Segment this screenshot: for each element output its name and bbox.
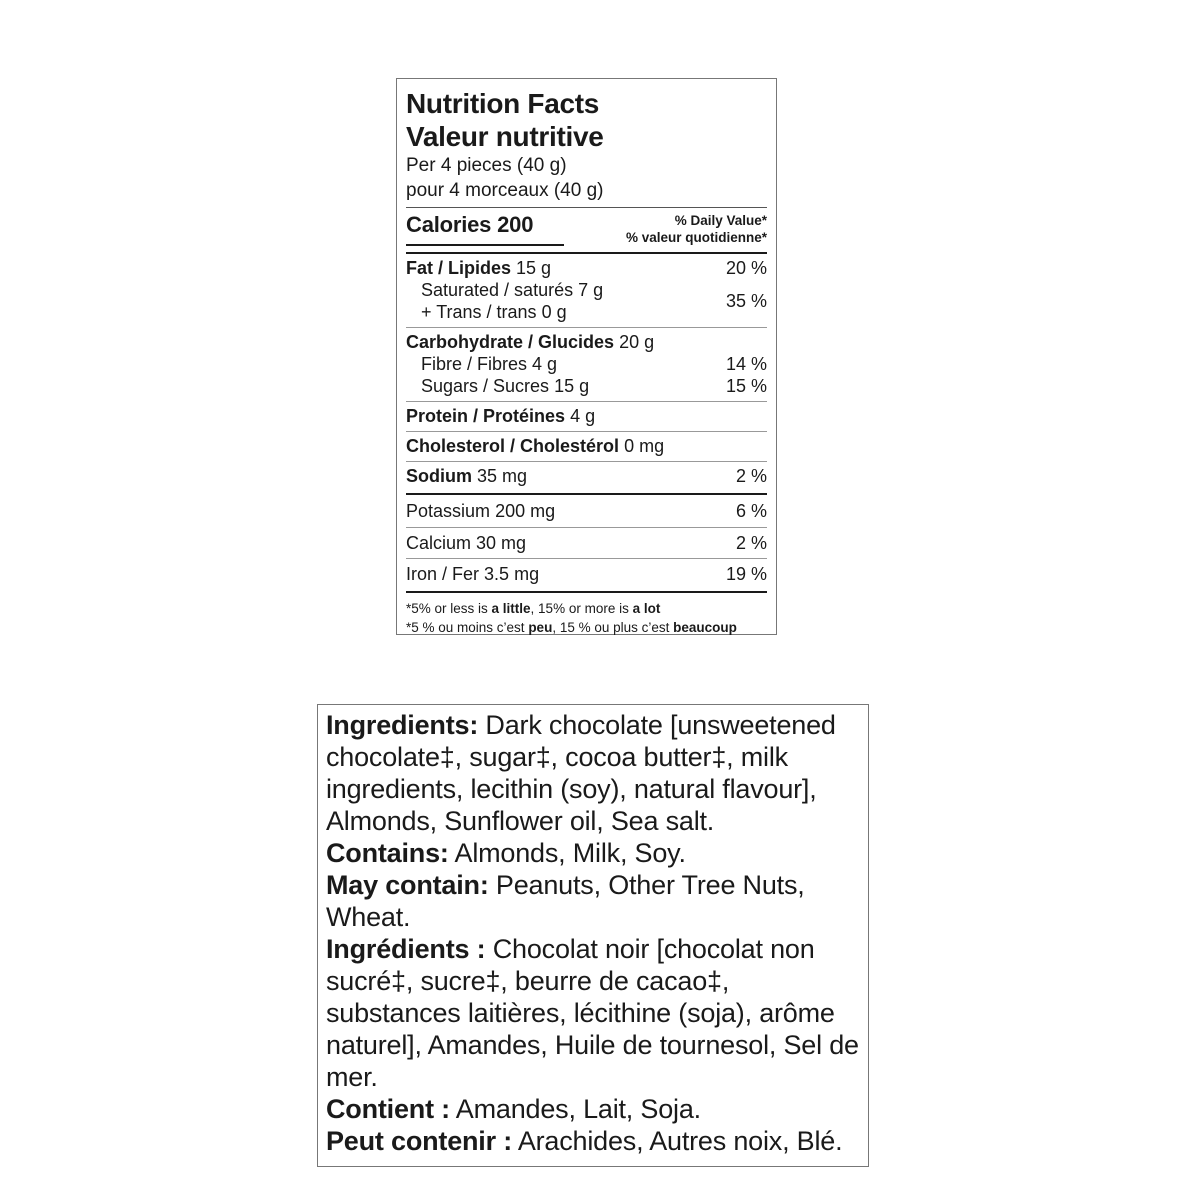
calories-underline: [406, 244, 564, 246]
ingredients-en: [326, 709, 862, 837]
protein-label: Protein / Protéines: [406, 406, 566, 426]
fibre-label: Fibre / Fibres: [421, 354, 528, 374]
calories: [406, 212, 533, 238]
trans-row: [421, 301, 603, 323]
saturated-trans-dv: 35 %: [725, 290, 767, 311]
potassium-label: Potassium: [406, 501, 491, 521]
footnote-fr-little: peu: [528, 620, 553, 635]
potassium-amount: 200 mg: [495, 501, 556, 521]
ingredients-fr: [326, 933, 862, 1093]
fat-dv: 20 %: [725, 258, 767, 278]
cholesterol-amount: 0 mg: [624, 436, 665, 456]
saturated-amount: 7 g: [578, 280, 604, 300]
daily-value-footnote: [406, 591, 767, 637]
potassium-section: [406, 493, 767, 527]
sugars-label: Sugars / Sucres: [421, 376, 550, 396]
may-contain-fr-text: Arachides, Autres noix, Blé.: [512, 1126, 843, 1156]
iron-amount: 3.5 mg: [484, 564, 540, 584]
iron-label: Iron / Fer: [406, 564, 480, 584]
may-contain-fr-label: Peut contenir :: [326, 1126, 513, 1156]
saturated-row: [421, 279, 603, 301]
iron-row: [406, 563, 767, 585]
carbohydrate-label: Carbohydrate / Glucides: [406, 332, 615, 352]
ingredients-fr-label: Ingrédients :: [326, 934, 486, 964]
sodium-label: Sodium: [406, 466, 472, 486]
ingredients-en-label: Ingredients:: [326, 710, 479, 740]
footnote-en-mid: , 15% or more is: [530, 601, 633, 616]
cholesterol-section: [406, 431, 767, 461]
contains-fr-text: Amandes, Lait, Soja.: [449, 1094, 701, 1124]
ingredients-en-text: Dark chocolate [unsweetened chocolate‡, sugar‡, cocoa butter‡, milk ingredients, lecithin (soy), natural flavour], Almonds, Sunflower oil, Sea salt.: [326, 710, 836, 836]
may-contain-fr: [326, 1125, 862, 1157]
serving-size-fr: pour 4 morceaux (40 g): [406, 180, 604, 201]
may-contain-en: [326, 869, 862, 933]
may-contain-en-label: May contain:: [326, 870, 489, 900]
calcium-row: [406, 532, 767, 554]
contains-fr: [326, 1093, 862, 1125]
footnote-en: [406, 599, 767, 618]
carbohydrate-amount: 20 g: [619, 332, 655, 352]
nutrition-title-en: Nutrition Facts: [406, 88, 600, 119]
calcium-dv: 2 %: [735, 533, 767, 553]
nutrition-facts-table: [396, 78, 777, 635]
footnote-en-lot: a lot: [632, 601, 661, 616]
contains-en-text: Almonds, Milk, Soy.: [448, 838, 686, 868]
fat-section: [406, 252, 767, 327]
sugars-row: [406, 375, 767, 397]
footnote-fr-mid: , 15 % ou plus c’est: [552, 620, 674, 635]
sodium-amount: 35 mg: [477, 466, 528, 486]
contains-en: [326, 837, 862, 869]
saturated-label: Saturated / saturés: [421, 280, 574, 300]
protein-row: [406, 405, 767, 427]
fibre-row: [406, 353, 767, 375]
calcium-amount: 30 mg: [476, 533, 527, 553]
sodium-section: [406, 461, 767, 493]
trans-label: + Trans / trans: [421, 302, 537, 322]
calories-label: Calories: [406, 212, 492, 237]
fat-amount: 15 g: [516, 258, 552, 278]
potassium-row: [406, 500, 767, 522]
fibre-amount: 4 g: [532, 354, 558, 374]
saturated-trans-block: [406, 279, 767, 327]
daily-value-header-en: % Daily Value*: [674, 213, 767, 228]
potassium-dv: 6 %: [735, 501, 767, 521]
cholesterol-row: [406, 435, 767, 457]
daily-value-header-fr: % valeur quotidienne*: [625, 230, 767, 245]
carbohydrate-row: [406, 331, 767, 353]
contains-fr-label: Contient :: [326, 1094, 450, 1124]
ingredients-fr-text: Chocolat noir [chocolat non sucré‡, sucre‡, beurre de cacao‡, substances laitières, lécithine (soja), arôme naturel], Amandes, Huile de tournesol, Sel de mer.: [326, 934, 859, 1092]
cholesterol-label: Cholesterol / Cholestérol: [406, 436, 620, 456]
may-contain-en-text: Peanuts, Other Tree Nuts, Wheat.: [326, 870, 805, 932]
iron-dv: 19 %: [725, 564, 767, 584]
protein-amount: 4 g: [570, 406, 596, 426]
calcium-section: [406, 527, 767, 558]
iron-section: [406, 558, 767, 589]
sodium-row: [406, 465, 767, 487]
protein-section: [406, 401, 767, 431]
calories-value: 200: [497, 212, 534, 237]
calories-row: [406, 208, 767, 252]
footnote-fr-lot: beaucoup: [673, 620, 737, 635]
daily-value-header: [626, 212, 767, 246]
ingredients-panel: [317, 704, 869, 1167]
calcium-label: Calcium: [406, 533, 472, 553]
fibre-dv: 14 %: [725, 354, 767, 374]
contains-en-label: Contains:: [326, 838, 449, 868]
sugars-amount: 15 g: [554, 376, 590, 396]
fat-row: [406, 257, 767, 279]
footnote-en-pre: *5% or less is: [406, 601, 492, 616]
fat-label: Fat / Lipides: [406, 258, 512, 278]
nutrition-title-fr: Valeur nutritive: [406, 121, 604, 152]
footnote-en-little: a little: [491, 601, 531, 616]
footnote-fr-pre: *5 % ou moins c’est: [406, 620, 529, 635]
sugars-dv: 15 %: [725, 376, 767, 396]
sodium-dv: 2 %: [735, 466, 767, 486]
carbohydrate-section: [406, 327, 767, 401]
footnote-fr: [406, 618, 767, 637]
serving-size-en: Per 4 pieces (40 g): [406, 155, 567, 176]
trans-amount: 0 g: [541, 302, 567, 322]
